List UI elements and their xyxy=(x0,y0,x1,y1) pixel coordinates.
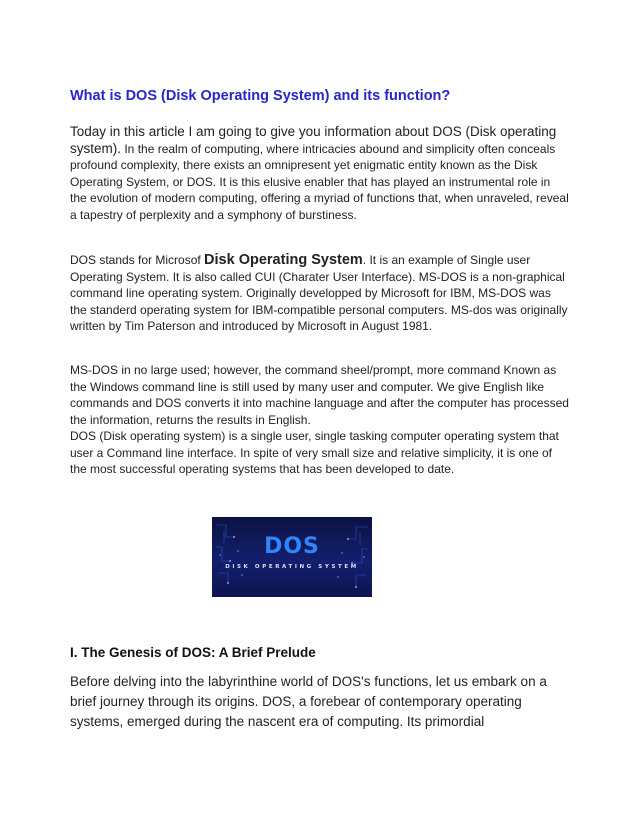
usage-text-2: DOS (Disk operating system) is a single user, single tasking computer operating system that user a Command line interface. In spite of very small size and relative simplicity, it is one of the most successful operating systems that has been developed to date. xyxy=(70,429,559,476)
dos-banner-image xyxy=(212,517,372,597)
definition-rest: . It is an example of Single user Operating System. It is also called CUI (Charater User Interface). MS-DOS is a non-graphical command line operating system. Originally developped by Microsoft for IBM, MS-DOS was the standerd operating system for IBM-compatible personal computers. MS-dos was originally written by Tim Paterson and introduced by Microsoft in August 1981. xyxy=(70,253,568,333)
intro-rest: In the realm of computing, where intricacies abound and simplicity often conceals profound complexity, there exists an omnipresent yet enigmatic entity known as the Disk Operating System, or DOS. It is this elusive enabler that has played an instrumental role in the evolution of modern computing, offering a myriad of functions that, when unraveled, reveal a tapestry of perplexity and a symphony of burstiness. xyxy=(70,141,569,222)
usage-text: MS-DOS in no large used; however, the command sheel/prompt, more command Known as the Windows command line is still used by many user and computer. We give English like commands and DOS converts it into machine language and after the computer has processed the information, returns the results in English. xyxy=(70,363,569,427)
genesis-paragraph: Before delving into the labyrinthine world of DOS's functions, let us embark on a brief journey through its origins. DOS, a forebear of contemporary operating systems, emerged during the nascent era of computing. Its primordial xyxy=(70,674,547,729)
definition-lead: DOS stands for Microsof xyxy=(70,253,205,267)
intro-lead: Today in this article I am going to give you information about DOS (Disk operating system). xyxy=(70,124,557,156)
article-title: What is DOS (Disk Operating System) and its function? xyxy=(70,88,451,104)
dos-banner-subtitle: DISK OPERATING SYSTEM xyxy=(225,564,359,570)
intro-paragraph xyxy=(70,124,570,223)
dos-logo-text: DOS xyxy=(264,534,320,559)
section-heading: I. The Genesis of DOS: A Brief Prelude xyxy=(70,645,316,660)
usage-paragraph xyxy=(70,362,570,478)
definition-paragraph xyxy=(70,252,570,335)
definition-emphasis: Disk Operating System xyxy=(204,252,363,268)
